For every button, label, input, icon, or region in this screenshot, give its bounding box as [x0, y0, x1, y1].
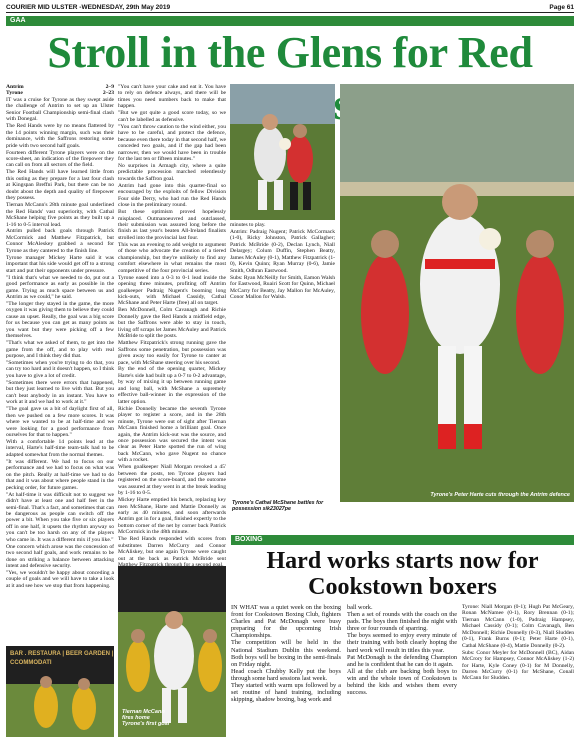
- boxing-paragraph: Head coach Chubby Kelly put the boys through some hard sessions last week.: [231, 667, 341, 682]
- boxing-paragraph: Then a set of rounds with the coach on the pads. The boys then finished the night with three or four rounds of sparring.: [347, 611, 457, 633]
- photo-2-caption: Tyrone's Cathal McShane battles for possession sik23027pe: [232, 500, 324, 512]
- article-paragraph: minutes to play.: [230, 222, 266, 228]
- article-paragraph: Tyrone eased into a 0-3 to 0-1 lead inside the opening three minutes, profiting off Antrim goalkeeper Padraig Nugent's booming long kick-outs, with Michael Cassidy, Cathal McShane and Peter Harte (free) all on target.: [118, 274, 226, 307]
- section-tag-gaa: GAA: [6, 16, 574, 26]
- article-paragraph: Antrim pulled back goals through Patrick McCormick and Matthew Fitzpatrick, but Connor McAleskey grabbed a second for Tyrone as they cantered to the finish line.: [6, 228, 114, 254]
- photo-1-caption: Tyrone's Peter Harte cuts through the Antrim defence: [430, 492, 570, 498]
- photo-harte-defence: [340, 84, 574, 502]
- article-paragraph: No surprises in Armagh city, where a quite predictable procession marched relentlessly towards the Saffron goal.: [118, 162, 226, 182]
- boxing-paragraph: All at the club are backing both boys to win and the whole town of Cookstown is behind the kids and wishes them every success.: [347, 667, 457, 697]
- article-paragraph: "The goal gave us a bit of daylight first of all, then we pushed on a few more scores. It was where we wanted to be at half-time and we were looking for a good performance from ourselves for that to happen.": [6, 406, 114, 439]
- masthead: [6, 3, 574, 13]
- article-paragraph: Tiernan McCann's 28th minute goal underlined the Red Hands' vast superiority, with Cathal McShane helping five points as they built up a 1-16 to 0-5 interval lead.: [6, 202, 114, 228]
- column-1-body: [6, 97, 114, 589]
- article-paragraph: Fourteen different Tyrone players were on the score-sheet, an indication of the firepower they can call on from all sectors of the field.: [6, 149, 114, 169]
- boxing-headline: Hard works starts now for Cookstown boxers: [266, 548, 539, 600]
- article-column-3: [230, 222, 335, 502]
- section-tag-boxing: BOXING: [231, 535, 574, 545]
- boxing-column-1: [231, 604, 341, 737]
- article-paragraph: The Red Hands were by no means flattered by the 14 points winning margin, such was their dominance, with the Saffrons restoring some pride with two second half goals.: [6, 123, 114, 149]
- article-paragraph: Antrim had gone into this quarter-final so encouraged by the exploits of fellow Division Four side Derry, who had run the Red Hands close in the preliminary round.: [118, 182, 226, 209]
- masthead-title: COURIER MID ULSTER -WEDNESDAY, 29th May 2019: [6, 4, 171, 11]
- article-paragraph: Matthew Fitzpatrick's strong running gave the Saffrons some penetration, but possession was given away too easily for Tyrone to canter at pace, with McShane steering over his second.: [118, 340, 226, 366]
- article-column-4: [346, 508, 458, 534]
- boxing-paragraph: They started with warm ups followed by a set routine of hand training, including skipping, shadow boxing, bag work and: [231, 682, 341, 704]
- banner-text: BAR . RESTAURA | BEER GARDEN | CCOMMODATI: [10, 651, 114, 666]
- article-paragraph: "At half-time it was difficult not to suggest we didn't have at least one and half feet in the semi-final. That's a fact, and sometimes that can be dangerous as people can switch off the power a bit. When you take five or six players off in one half, it upsets the rhythm anyway so you can't be too harsh on any of the players who came in. It was a different mix if you like.": [6, 491, 114, 543]
- boxing-paragraph: The competition will be held in the National Stadium Dublin this weekend. Both boys will be boxing in the semi-finals on Friday night.: [231, 639, 341, 668]
- article-column-1: [6, 84, 114, 646]
- article-paragraph: When goalkeeper Niall Morgan revoked a 45' between the posts, ten Tyrone players had registered on the score-board, and the outcome was assured at they went in at the break leading by 1-16 to 0-5.: [118, 464, 226, 497]
- article-paragraph: "Sometimes there were errors that happened, but they just learned to live with that. But you can't beat anybody in an instant. You have to work at it and we had to work at it.": [6, 379, 114, 406]
- article-paragraph: "Sometimes when you're trying to do that, you can try too hard and it doesn't happen, so I think you have to give a lot of credit.: [6, 360, 114, 379]
- article-paragraph: This was an evening to add weight to argument of those who advocate the creation of a tiered championship, but they're unlikely to find any comfort elsewhere in what remains the most competitive of the four provincial series.: [118, 241, 226, 274]
- photo-2-illustration: [230, 84, 335, 220]
- article-paragraph: Mickey Harte emptied his bench, replacing key men McShane, Harte and Mattie Donnelly as early as 40 minutes, and soon afterwards Antrim got in for a goal, finished expertly to the bottom corner of the net by corner back Patrick McCormick in the 48th minute.: [118, 497, 226, 536]
- article-paragraph: Ben McDonnell, Colm Cavanagh and Richie Donnelly gave the Red Hands a midfield edge, but the Saffrons were able to stay in touch, living off scraps let James McAuley and Patrick McBride to split the posts.: [118, 307, 226, 340]
- article-paragraph: The Red Hands responded with scores from substitutes Darren McCurry and Connor McAliskey, but one again Tyrone were caught out at the back as Patrick McBride sent: [118, 536, 226, 562]
- article-paragraph: But these optimism proved hopelessly misplaced. Outmanoeuvred and outclassed, their submission was assured long before the finish as last year's beaten All-Ireland finalists strolled into the provincial last four.: [118, 209, 226, 241]
- page-number: Page 61: [549, 4, 574, 11]
- article-paragraph: "It was different. We had to focus on our performance and we had to focus on what was on the pitch. Really at half-time we had to do that and it was about where people stand in the pecking order, for future games.: [6, 458, 114, 491]
- article-paragraph: The Red Hands will have learned little from this outing as they prepare for a last four clash at Kingspan Breffni Park, but there can be no doubt about the depth and quality of firepower they possess.: [6, 169, 114, 202]
- article-paragraph: Richie Donnelly became the seventh Tyrone player to register a score, and in the 28th minute, Tyrone were out of sight after Tiernan McCann finished home a brilliant goal. Once again, the Antrim kick-out was the source, and once possession was secured the intent was clear as Peter Harte spotted the run of wing back McCann, who gave Nugent no chance with a rocket.: [118, 405, 226, 464]
- main-headline: Stroll in the Glens for Red: [47, 28, 533, 77]
- boxing-paragraph: Pat McDonagh is the defending Champion and he is confident that he can do it again.: [347, 653, 457, 668]
- article-paragraph: One concern which arose was the concession of two second half goals, and work remains to be done on striking a balance between attacking intent and defensive security.: [6, 543, 114, 570]
- photo-1-illustration: [340, 84, 574, 502]
- tyrone-team-list: [462, 604, 574, 737]
- boxing-paragraph: The boys seemed to enjoy every minute of their training with both clearly hoping the hard work will result in titles this year.: [347, 632, 457, 654]
- team-list-paragraph: Tyrone: Niall Morgan (0-1); Hugh Pat McGeary, Ronan McNamee (0-1), Rory Brennan (0-1); Tiernan McCann (1-0), Padraig Hampsey, Michael Cassidy (0-1); Colm Cavanagh, Ben McDonnell; Richie Donnelly (0-3), Niall Sludden (0-1), Frank Burns (0-1); Peter Harte (0-1), Cathal McShane (0-4), Mattie Donnelly (0-2).: [462, 604, 574, 649]
- article-paragraph: "You can't have your cake and eat it. You have to rely on defence always, and there will be times you need numbers back to make that happen.: [118, 84, 226, 110]
- photo-3-caption: Tiernan McCann fires home Tyrone's first goal: [122, 709, 170, 727]
- article-paragraph: IT was a cruise for Tyrone as they swept aside the challenge of Antrim to set up an Ulster Senior Football Championship semi-final clash with Donegal.: [6, 96, 114, 123]
- photo-mcshane-possession: [230, 84, 335, 220]
- article-paragraph: "The longer they stayed in the game, the more oxygen it was giving them to believe they could cause an upset. Really, the goal was a big score for us because you can get as many points as you want but they were picking off a few themselves.: [6, 300, 114, 340]
- article-paragraph: "I think that's what we needed to do, put out a good performance as early as possible in the game. Trying as much space between us and Antrim as we could," he said.: [6, 274, 114, 300]
- article-paragraph: Subs: Ryan McNeilly for Smith, Eamon Walsh for Eastwood, Ruairi Scott for Quinn, Michael McCarry for Beatty, Jay Mallon for McAuley, Conor Mallon for Walsh.: [230, 274, 335, 300]
- article-paragraph: By the end of the opening quarter, Mickey Harte's side had built up a 0-7 to 0-2 advantage, by way of mixing it up between running game and long ball, with McShane a supremely effective ball-winner in the expression of the latter option.: [118, 366, 226, 405]
- article-paragraph: "You can't throw caution to the wind either, you have to be careful, and protect the defence, because even there today in that second half, we conceded two goals, and if the gap had been narrower, then we would have been in trouble for the last ten or fifteen minutes.": [118, 123, 226, 162]
- article-paragraph: Antrim: Padraig Nugent; Patrick McCormack (1-0), Ricky Johnston, Patrick Gallagher; Patrick McBride (0-2), Declan Lynch, Niall Delargey; Colum Duffin, Stephen Beatty, James McAuley (0-1), Matthew Fitzpatrick (1-0), Kevin Quinn; Ryan Murray (0-6), Jamie Smith, Odhran Eastwood.: [230, 228, 336, 274]
- article-paragraph: "Yes, we wouldn't be happy about conceding a couple of goals and we will have to take a look at it and see how we stop that from happening.: [6, 570, 114, 589]
- boxing-paragraph: IN WHAT was a quiet week on the boxing front for Cookstown Boxing Club, fighters Charles and Pat McDonagh were busy preparing for the upcoming Irish Championships.: [231, 604, 341, 640]
- article-paragraph: With a comfortable 14 points lead at the interval, Harte's half-time team-talk had to be adapted somewhat from the normal themes.: [6, 438, 114, 458]
- photo-bar-banner: [6, 646, 114, 737]
- boxing-column-2: [347, 604, 457, 737]
- score-line-tyrone: Tyrone 2–23: [6, 90, 114, 97]
- photo-mccann-goal: [118, 566, 226, 737]
- article-paragraph: Tyrone manager Mickey Harte said it was important that his side would get off to a strong start and put their opponents under pressure.: [6, 254, 114, 274]
- team-list-paragraph: Subs: Conor Meyler for McDonnell (BC), Aidan McCrory for Hampsey, Connor McAliskey (1-2) for Harte, Kyle Coney (0-1) for M Donnelly, Darren McCurry (0-1) for McShane, Conall McCann for Sludden.: [462, 649, 574, 682]
- article-column-2: [118, 84, 226, 564]
- boxing-paragraph: ball work.: [347, 604, 373, 611]
- score-line-antrim: Antrim 2–9: [6, 84, 114, 90]
- article-paragraph: "That's what we asked of them, to get into the game from the off, and to play with real purpose, and I think they did that.: [6, 340, 114, 360]
- article-paragraph: "But we got quite a good score today, so we can't be labelled as defensive.: [118, 110, 226, 123]
